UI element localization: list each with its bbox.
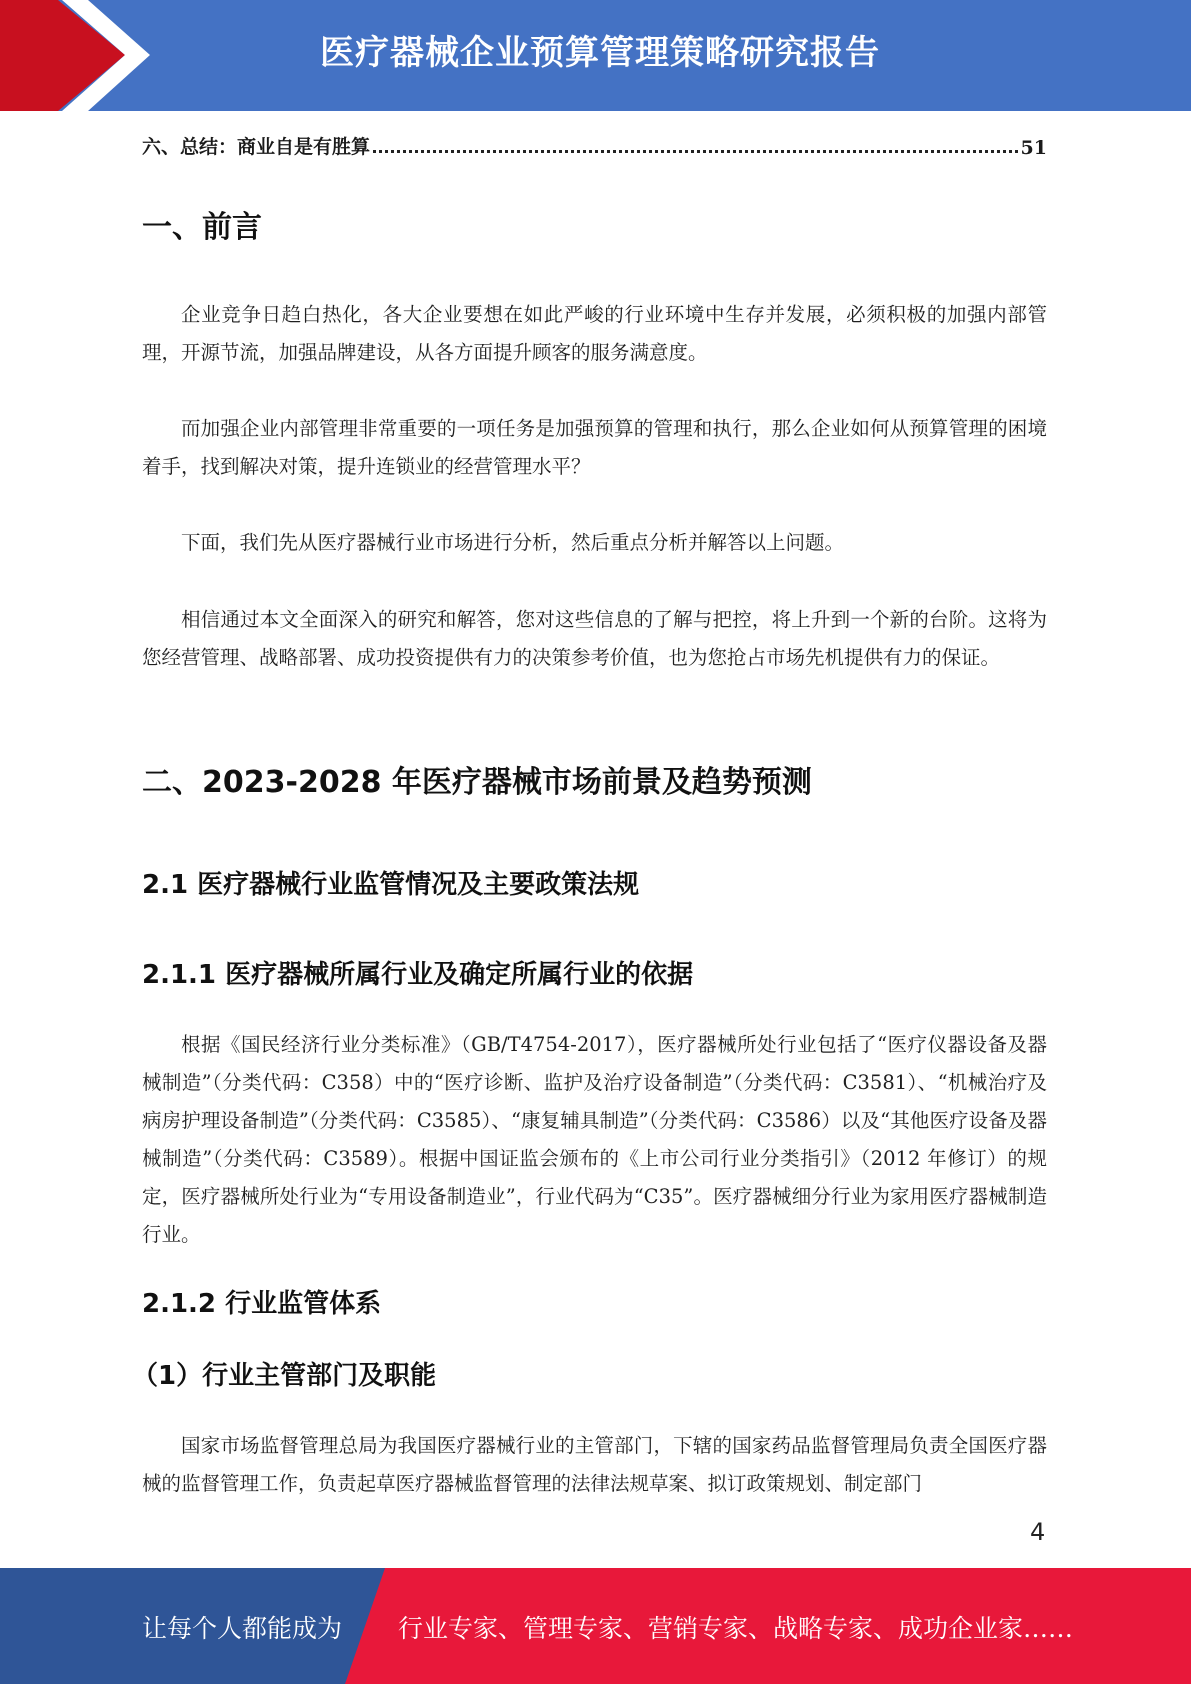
page-number: 4 (1030, 1518, 1046, 1546)
subsection-heading: （1）行业主管部门及职能 (132, 1361, 437, 1391)
toc-leader-dots (373, 149, 1018, 153)
paragraph: 相信通过本文全面深入的研究和解答，您对这些信息的了解与把控，将上升到一个新的台阶。这将为您经营管理、战略部署、成功投资提供有力的决策参考价值，也为您抢占市场先机提供有力的保证。 (142, 608, 1047, 669)
footer-slogan-right: 行业专家、管理专家、营销专家、战略专家、成功企业家…… (398, 1614, 1074, 1643)
page-footer (0, 1568, 1191, 1684)
footer-slogan-left: 让每个人都能成为 (142, 1614, 343, 1643)
toc-entry-page: 51 (1020, 137, 1047, 159)
paragraph: 根据《国民经济行业分类标准》（GB/T4754-2017），医疗器械所处行业包括了“医疗仪器设备及器械制造”（分类代码：C358）中的“医疗诊断、监护及治疗设备制造”（分类代码：C3581）、“机械治疗及病房护理设备制造”（分类代码：C3585）、“康复辅具制造”（分类代码：C3586）以及“其他医疗设备及器械制造”（分类代码：C3589）。根据中国证监会颁布的《上市公司行业分类指引》（2012 年修订）的规定，医疗器械所处行业为“专用设备制造业”，行业代码为“C35”。医疗器械细分行业为家用医疗器械制造行业。 (142, 1033, 1047, 1246)
paragraph: 企业竞争日趋白热化，各大企业要想在如此严峻的行业环境中生存并发展，必须积极的加强内部管理，开源节流，加强品牌建设，从各方面提升顾客的服务满意度。 (142, 303, 1047, 364)
paragraph: 下面，我们先从医疗器械行业市场进行分析，然后重点分析并解答以上问题。 (181, 531, 845, 554)
subsection-heading: 2.1 医疗器械行业监管情况及主要政策法规 (142, 870, 640, 900)
page-header (0, 0, 1191, 111)
toc-entry[interactable] (142, 127, 1047, 159)
subsection-heading: 2.1.2 行业监管体系 (142, 1289, 382, 1319)
paragraph: 而加强企业内部管理非常重要的一项任务是加强预算的管理和执行，那么企业如何从预算管理的困境着手，找到解决对策，提升连锁业的经营管理水平？ (142, 417, 1047, 478)
report-title: 医疗器械企业预算管理策略研究报告 (320, 33, 880, 73)
toc-entry-label: 六、总结：商业自是有胜算 (142, 136, 371, 158)
section-heading-market-outlook: 二、2023-2028 年医疗器械市场前景及趋势预测 (142, 765, 812, 800)
subsection-heading: 2.1.1 医疗器械所属行业及确定所属行业的依据 (142, 960, 694, 990)
paragraph: 国家市场监督管理总局为我国医疗器械行业的主管部门，下辖的国家药品监督管理局负责全国医疗器械的监督管理工作，负责起草医疗器械监督管理的法律法规草案、拟订政策规划、制定部门 (142, 1434, 1047, 1495)
section-heading-preface: 一、前言 (142, 210, 262, 245)
